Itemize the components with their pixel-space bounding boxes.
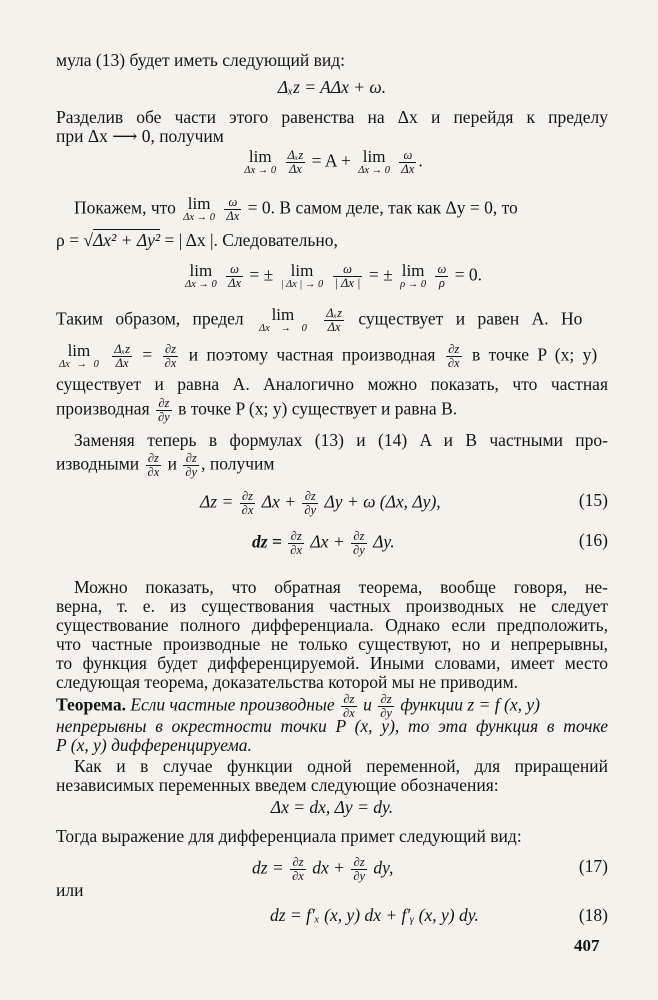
- page-number: 407: [574, 936, 600, 955]
- text-line: или: [56, 880, 84, 900]
- theorem-label: Теорема.: [56, 694, 126, 715]
- text-line: независимых переменных введем следующие обозначения:: [56, 775, 499, 795]
- text-line: изводными $\frac{\partial z}{\partial x}$ и $\frac{\partial z}{\partial y}$ , получим: [56, 451, 275, 479]
- text-line: верна, т. е. из существования частных производных не следует: [56, 596, 608, 616]
- theorem-line: P (x, y) дифференцируема.: [56, 735, 252, 755]
- formula-increment: Δₓz = AΔx + ω.: [277, 77, 387, 97]
- text-line: что частные производные не только существуют, но и непрерывны,: [56, 634, 608, 654]
- formula-differentials: Δx = dx, Δy = dy.: [270, 797, 394, 817]
- theorem-line: непрерывны в окрестности точки P (x, y), то эта функция в точке: [56, 716, 608, 736]
- text-line: Можно показать, что обратная теорема, вообще говоря, не-: [74, 577, 608, 597]
- equation-number: (18): [578, 905, 608, 925]
- text-line: существование полного дифференциала. Однако если предположить,: [56, 615, 608, 635]
- text-line: то функция будет дифференцируемой. Иными словами, имеет место: [56, 653, 608, 673]
- text-line: производная $\frac{\partial z}{\partial y}$ в точке P (x; y) существует и равна B.: [56, 396, 458, 424]
- text-line: Как и в случае функции одной переменной, для приращений: [74, 756, 608, 776]
- text-line: при Δx ⟶ 0, получим: [56, 126, 224, 146]
- text-line: Таким образом, предел lim Δx → 0 $\frac{\text{Δₓz}}{\Delta x}$ существует и равен A. Но: [56, 305, 583, 334]
- text-line: существует и равна A. Аналогично можно показать, что частная: [56, 374, 608, 394]
- text-line: Тогда выражение для дифференциала примет следующий вид:: [56, 826, 522, 846]
- text-line: следующая теорема, доказательства которой мы не приводим.: [56, 672, 519, 692]
- equation-number: (17): [578, 856, 608, 876]
- text-line: Покажем, что lim Δx → 0 $\frac{\omega}{\Delta x}$ = 0. В самом деле, так как Δy = 0, то: [74, 194, 518, 223]
- book-page: мула (13) будет иметь следующий вид: Δₓz = AΔx + ω. Разделив обе части этого равенства на Δx и перейдя к пределу при Δx ⟶ 0, получим lim Δx → 0 $\frac{\text{Δₓz}}{\Delta x}$ = A + lim Δx → 0 $\frac{\omega}{\Delta x}$ . Покажем, что lim Δx → 0 $\frac{\omega}{\Delta x}$ = 0. В самом деле, так как Δy = 0, то ρ = √Δx² + Δy² = | Δx |. Следовательно, lim Δx → 0 $\frac{\omega}{\Delta x}$ = ± lim | Δx | → 0 $\frac{\omega}{| \Delta x |}$ = ± lim ρ → 0 $\frac{\omega}{\rho}$ = 0. Таким образом, предел lim Δx → 0 $\frac{\text{Δₓz}}{\Delta x}$ существует и равен A. Но lim Δx → 0 $\frac{\text{Δₓz}}{\Delta x}$ = $\frac{\partial z}{\partial x}$ и поэтому частная производная $\frac{\partial z}{\partial x}$ в точке P (x; y) существует и равна A. Аналогично можно показать, что частная производная $\frac{\partial z}{\partial y}$ в точке P (x; y) существует и равна B. Заменяя теперь в формулах (13) и (14) A и B частными про- изводными $\frac{\partial z}{\partial x}$ и $\frac{\partial z}{\partial y}$ , получим Δz = $\frac{\partial z}{\partial x}$ Δx + $\frac{\partial z}{\partial y}$ Δy + ω (Δx, Δy), (15) dz = $\frac{\partial z}{\partial x}$ Δx + $\frac{\partial z}{\partial y}$ Δy. (16) Можно показать, что обратная теорема, вообще говоря, не- верна, т. е. из существования частных производных не следует существование полного дифференциала. Однако если предположить, что частные производные не только существуют, но и непрерывны, то функция будет дифференцируемой. Иными словами, имеет место следующая теорема, доказательства которой мы не приводим. Теорема. Если частные производные $\frac{\partial z}{\partial x}$ и $\frac{\partial z}{\partial y}$ функции z = f (x, y) непрерывны в окрестности точки P (x, y), то эта функция в точке P (x, y) дифференцируема. Как и в случае функции одной переменной, для приращений независимых переменных введем следующие обозначения: Δx = dx, Δy = dy. Тогда выражение для дифференциала примет следующий вид: dz = $\frac{\partial z}{\partial x}$ dx + $\frac{\partial z}{\partial y}$ dy, (17) или dz = f′ₓ (x, y) dx + f′ᵧ (x, y) dy. (18) 407: [56, 50, 608, 955]
- text-line: Разделив обе части этого равенства на Δx и перейдя к пределу: [56, 107, 608, 127]
- text-line: Заменяя теперь в формулах (13) и (14) A и B частными про-: [74, 430, 608, 450]
- formula-limit-ratio: lim Δx → 0 $\frac{\text{Δₓz}}{\Delta x}$ = A + lim Δx → 0 $\frac{\omega}{\Delta x}$ .: [244, 147, 423, 176]
- text-line: ρ = √Δx² + Δy² = | Δx |. Следовательно,: [56, 230, 338, 250]
- text-line: lim Δx → 0 $\frac{\text{Δₓz}}{\Delta x}$ = $\frac{\partial z}{\partial x}$ и поэтому частная производная $\frac{\partial z}{\partial x}$ в точке P (x; y): [59, 341, 598, 370]
- equation-number: (16): [578, 530, 608, 550]
- theorem-line: Теорема. Если частные производные $\frac{\partial z}{\partial x}$ и $\frac{\partial z}{\partial y}$ функции z = f (x, y): [56, 692, 540, 720]
- formula-omega-limit: lim Δx → 0 $\frac{\omega}{\Delta x}$ = ± lim | Δx | → 0 $\frac{\omega}{| \Delta x |}$ = ± lim ρ → 0 $\frac{\omega}{\rho}$ = 0.: [184, 261, 483, 290]
- text-line: мула (13) будет иметь следующий вид:: [56, 50, 345, 70]
- equation-number: (15): [578, 490, 608, 510]
